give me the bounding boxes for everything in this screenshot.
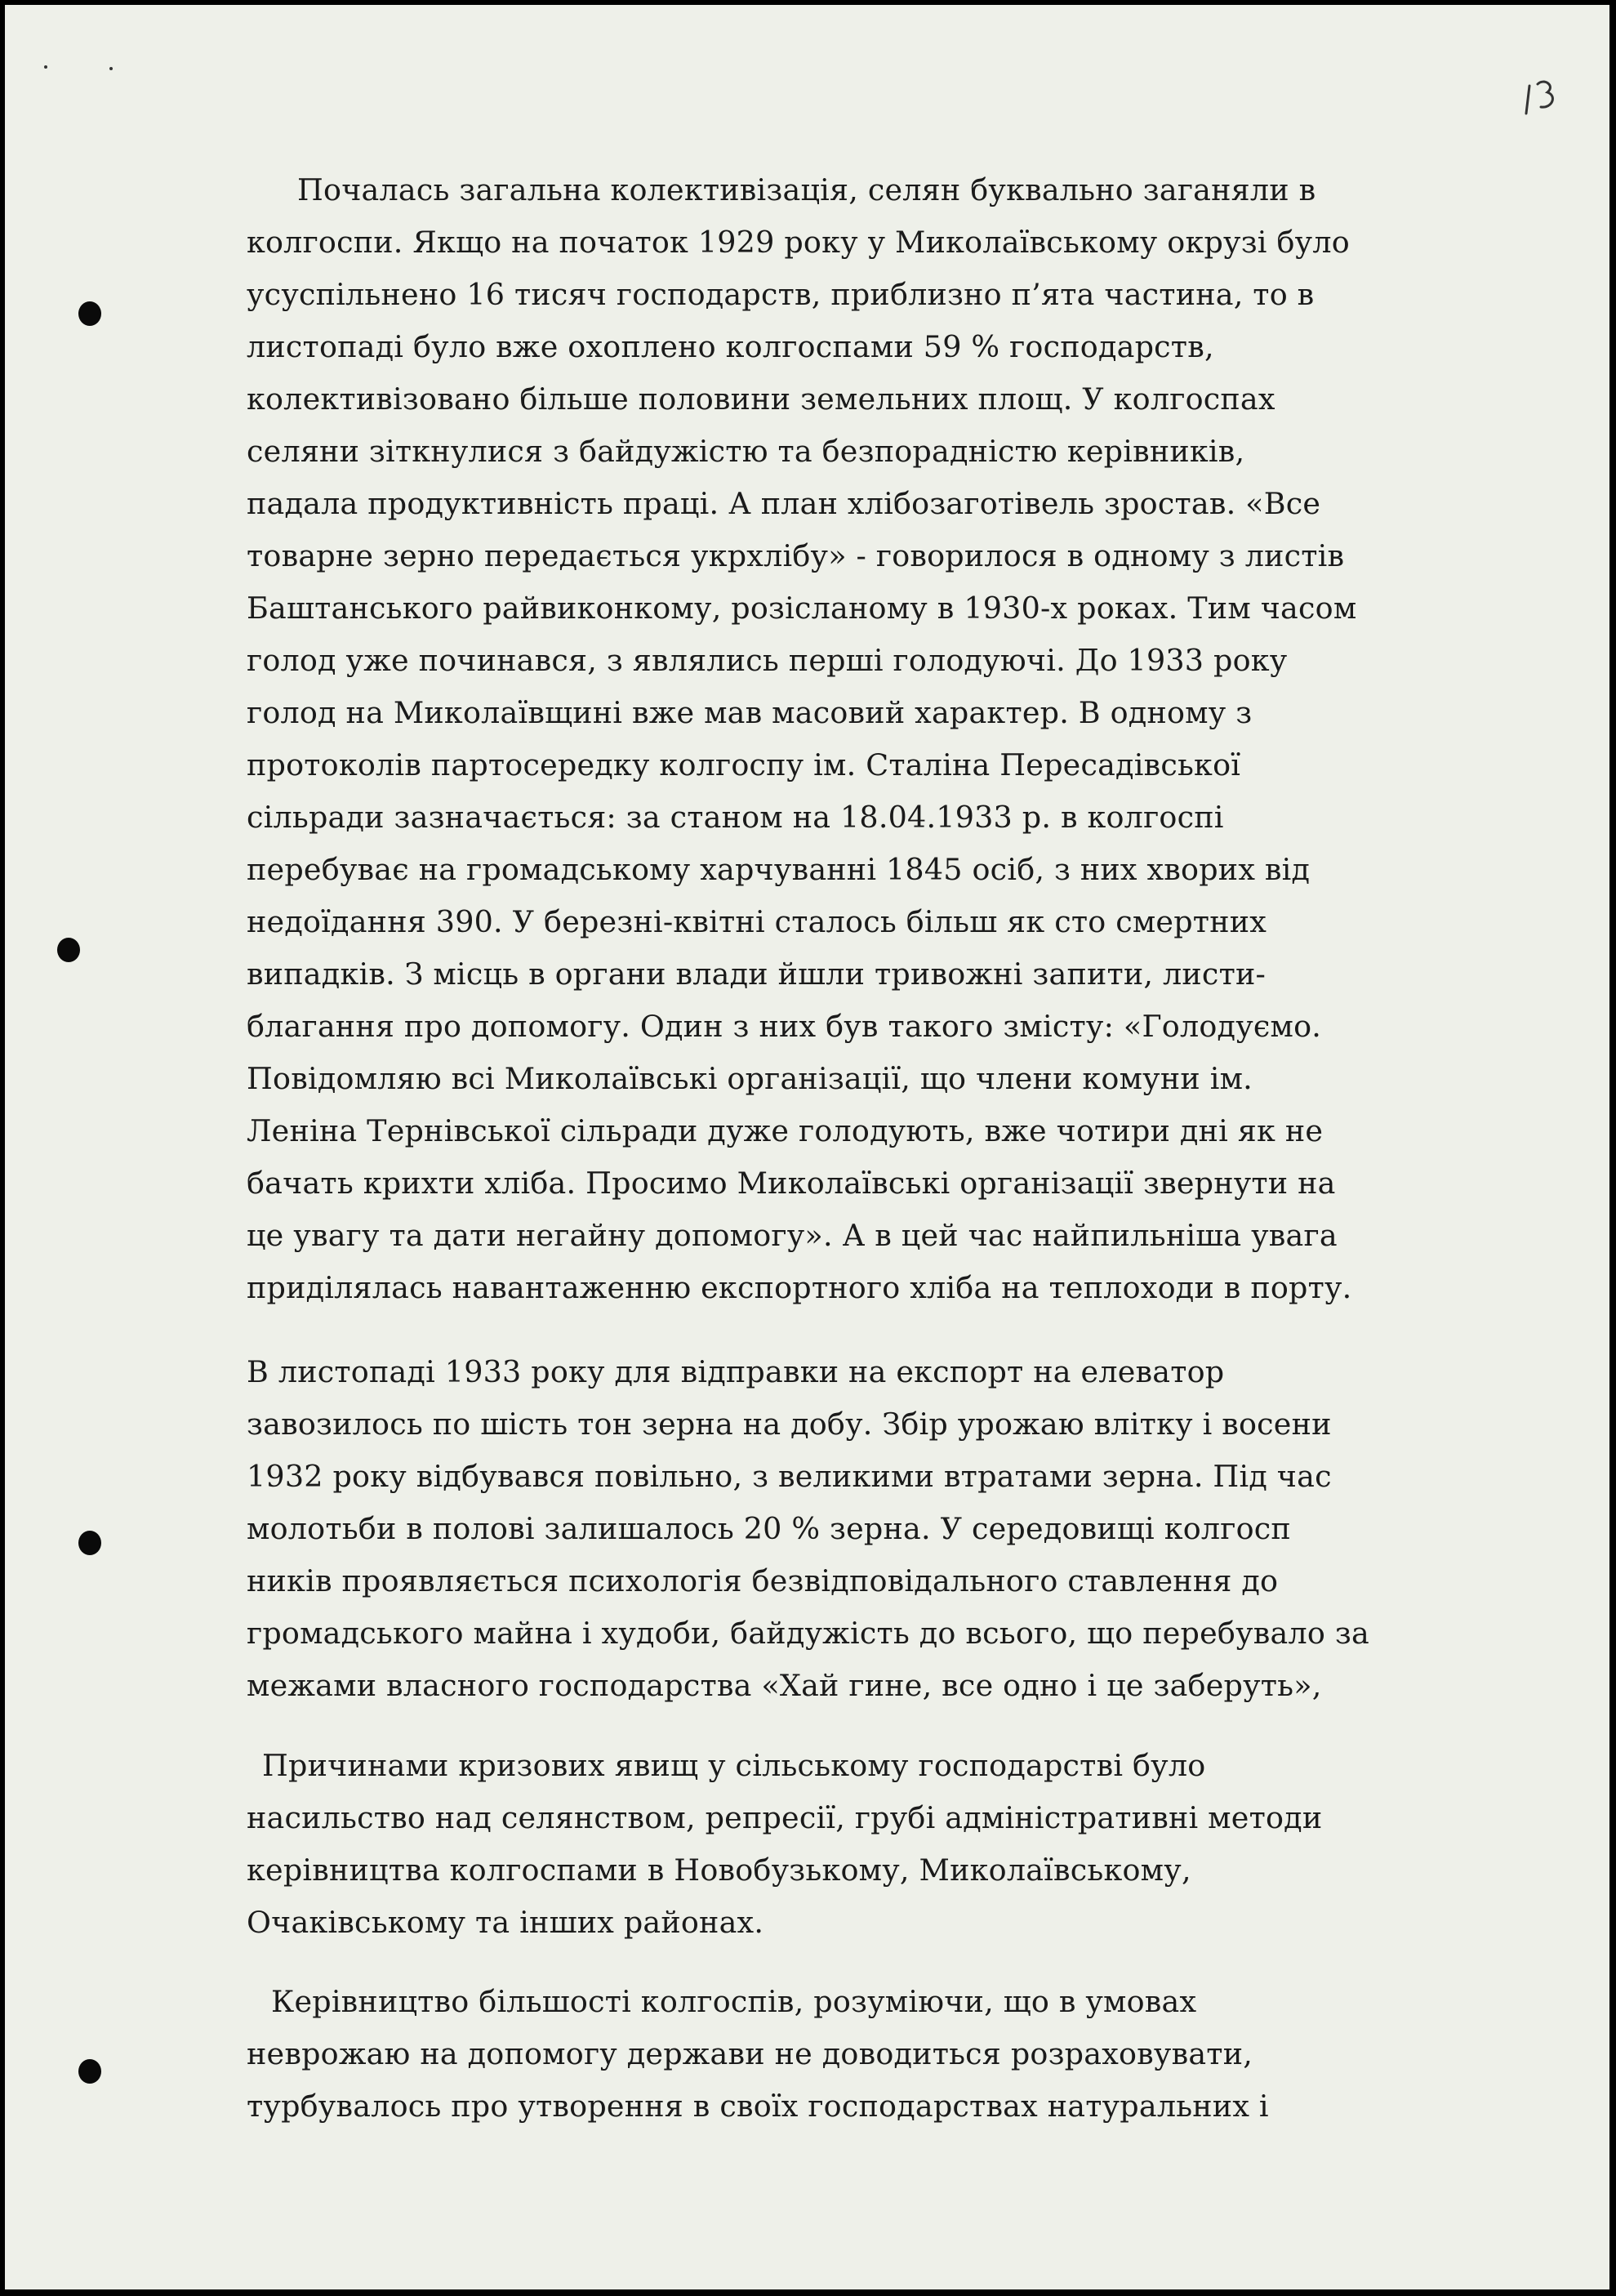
- paragraph-1-line: голод на Миколаївщині вже мав масовий характер. В одному з: [247, 695, 1253, 730]
- scan-speck: [44, 65, 47, 69]
- paragraph-1-line: сільради зазначається: за станом на 18.04.1933 р. в колгоспі: [247, 800, 1224, 835]
- paragraph-1-line: товарне зерно передається укрхлібу» - говорилося в одному з листів: [247, 538, 1345, 573]
- handwritten-page-number: [1520, 74, 1569, 123]
- paragraph-1-line: колгоспи. Якщо на початок 1929 року у Миколаївському окрузі було: [247, 225, 1350, 260]
- paragraph-1-line: перебуває на громадському харчуванні 1845 осіб, з них хворих від: [247, 852, 1311, 887]
- paragraph-3-line: насильство над селянством, репресії, грубі адміністративні методи: [247, 1800, 1323, 1835]
- paragraph-3-line: Очаківському та інших районах.: [247, 1905, 764, 1940]
- paragraph-1-line: недоїдання 390. У березні-квітні сталось більш як сто смертних: [247, 904, 1267, 939]
- document-page: [5, 5, 1609, 2289]
- paragraph-1-line: Баштанського райвиконкому, розісланому в 1930-х роках. Тим часом: [247, 591, 1357, 626]
- paragraph-2-line: молотьби в полові залишалось 20 % зерна. У середовищі колгосп: [247, 1511, 1291, 1546]
- paragraph-2-line: межами власного господарства «Хай гине, все одно і це заберуть»,: [247, 1668, 1322, 1703]
- paragraph-3-line: Причинами кризових явищ у сільському господарстві було: [262, 1748, 1206, 1783]
- paragraph-1-line: селяни зіткнулися з байдужістю та безпорадністю керівників,: [247, 434, 1245, 469]
- paragraph-1-line: усуспільнено 16 тисяч господарств, приблизно п’ята частина, то в: [247, 277, 1315, 312]
- paragraph-1-line: Повідомляю всі Миколаївські організації, що члени комуни ім.: [247, 1061, 1253, 1096]
- paragraph-1-line: листопаді було вже охоплено колгоспами 59 % господарств,: [247, 329, 1214, 364]
- paragraph-1-line: бачать крихти хліба. Просимо Миколаївські організації звернути на: [247, 1166, 1336, 1201]
- paragraph-1-line: протоколів партосередку колгоспу ім. Сталіна Пересадівської: [247, 747, 1241, 782]
- paragraph-1-line: Леніна Тернівської сільради дуже голодують, вже чотири дні як не: [247, 1113, 1324, 1148]
- paragraph-1-line: Почалась загальна колективізація, селян буквально заганяли в: [297, 172, 1316, 207]
- paragraph-1-line: благання про допомогу. Один з них був такого змісту: «Голодуємо.: [247, 1009, 1322, 1044]
- paragraph-3-line: керівництва колгоспами в Новобузькому, Миколаївському,: [247, 1852, 1191, 1888]
- paragraph-2-line: В листопаді 1933 року для відправки на експорт на елеватор: [247, 1354, 1225, 1389]
- paragraph-1-line: падала продуктивність праці. А план хлібозаготівель зростав. «Все: [247, 486, 1321, 521]
- paragraph-2-line: завозилось по шість тон зерна на добу. Збір урожаю влітку і восени: [247, 1407, 1332, 1442]
- paragraph-2-line: ників проявляється психологія безвідповідального ставлення до: [247, 1563, 1279, 1598]
- binder-hole: [78, 1531, 101, 1555]
- paragraph-1-line: випадків. З місць в органи влади йшли тривожні запити, листи-: [247, 956, 1267, 992]
- binder-hole: [78, 301, 101, 326]
- paragraph-1-line: колективізовано більше половини земельних площ. У колгоспах: [247, 381, 1275, 417]
- paragraph-4-line: неврожаю на допомогу держави не доводиться розраховувати,: [247, 2036, 1253, 2071]
- paragraph-4-line: Керівництво більшості колгоспів, розуміючи, що в умовах: [271, 1984, 1197, 2019]
- paragraph-1-line: це увагу та дати негайну допомогу». А в цей час найпильніша увага: [247, 1218, 1338, 1253]
- paragraph-2-line: 1932 року відбувався повільно, з великими втратами зерна. Під час: [247, 1459, 1332, 1494]
- scan-speck: [109, 67, 113, 70]
- paragraph-1-line: приділялась навантаженню експортного хліба на теплоходи в порту.: [247, 1270, 1352, 1305]
- binder-hole: [78, 2059, 101, 2084]
- paragraph-4-line: турбувалось про утворення в своїх господарствах натуральних і: [247, 2089, 1269, 2124]
- binder-hole: [57, 938, 80, 962]
- paragraph-2-line: громадського майна і худоби, байдужість до всього, що перебувало за: [247, 1616, 1369, 1651]
- paragraph-1-line: голод уже починався, з являлись перші голодуючі. До 1933 року: [247, 643, 1288, 678]
